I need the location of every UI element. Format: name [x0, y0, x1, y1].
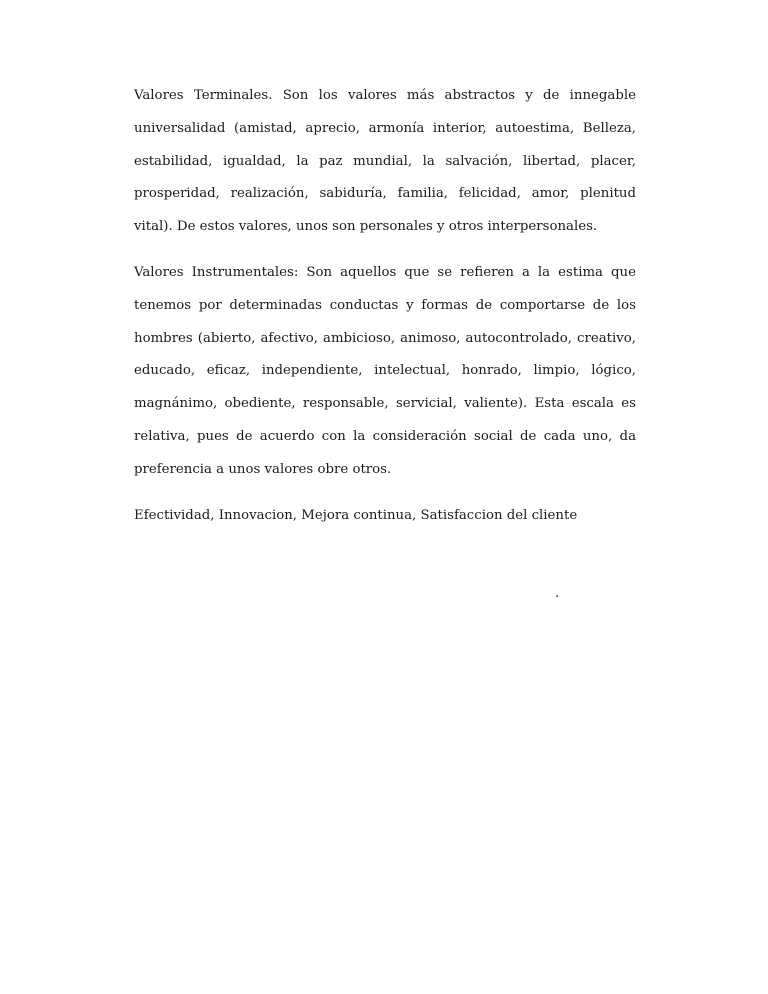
- document-body: [134, 80, 636, 532]
- paragraph-company-values: Efectividad, Innovacion, Mejora continua, Satisfaccion del cliente: [134, 507, 578, 523]
- paragraph-valores-instrumentales: Valores Instrumentales: Son aquellos que se refieren a la estima que tenemos por determinadas conductas y formas de comportarse de los hombres (abierto, afectivo, ambicioso, animoso, autocontrolado, creativo, educado, eficaz, independiente, intelectual, honrado, limpio, lógico, magnánimo, obediente, responsable, servicial, valiente). Esta escala es relativa, pues de acuerdo con la consideración social de cada uno, da preferencia a unos valores obre otros.: [134, 264, 636, 477]
- paragraph-valores-terminales: Valores Terminales. Son los valores más abstractos y de innegable universalidad (amistad, aprecio, armonía interior, autoestima, Belleza, estabilidad, igualdad, la paz mundial, la salvación, libertad, placer, prosperidad, realización, sabiduría, familia, felicidad, amor, plenitud vital). De estos valores, unos son personales y otros interpersonales.: [134, 88, 636, 235]
- stray-period-mark: .: [555, 586, 560, 601]
